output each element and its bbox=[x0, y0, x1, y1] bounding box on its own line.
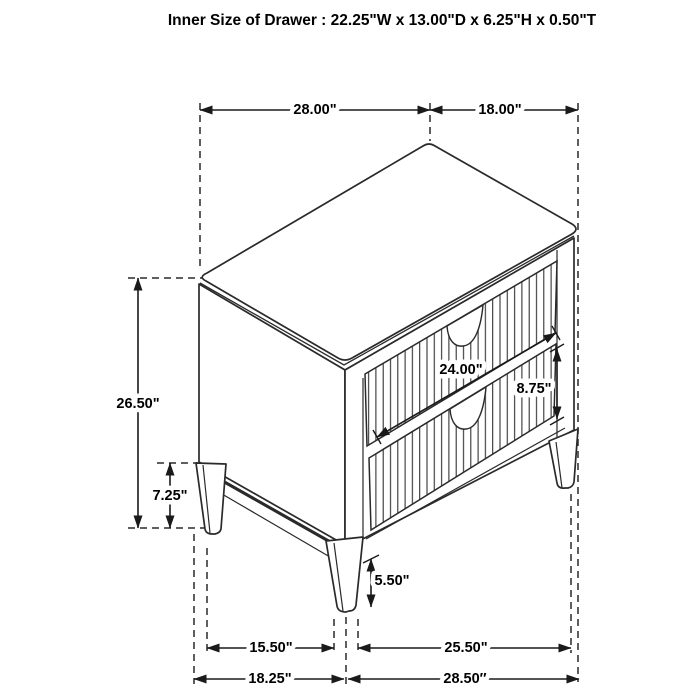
dim-label-side-leg-clearance: 7.25" bbox=[152, 488, 188, 504]
dim-base-inner-width bbox=[358, 640, 571, 656]
dim-label-base-depth: 18.25" bbox=[248, 671, 292, 687]
dim-base-inner-depth bbox=[207, 640, 334, 656]
dim-top-width bbox=[200, 102, 430, 118]
back-left-leg bbox=[196, 463, 226, 534]
dim-label-base-inner-width: 25.50" bbox=[444, 640, 488, 656]
dim-side-leg-clearance bbox=[152, 463, 187, 528]
dim-label-base-inner-depth: 15.50" bbox=[249, 640, 293, 656]
dim-label-base-width: 28.50″ bbox=[443, 671, 487, 687]
dim-label-overall-height: 26.50" bbox=[116, 396, 160, 412]
dim-label-drawer-height: 8.75" bbox=[516, 381, 552, 397]
dim-front-leg-height bbox=[363, 555, 410, 607]
dim-label-top-width: 28.00" bbox=[293, 102, 337, 118]
dim-top-depth bbox=[430, 102, 578, 118]
nightstand-line-art bbox=[196, 144, 578, 612]
drawer-inner-size-title: Inner Size of Drawer : 22.25"W x 13.00"D x 6.25"H x 0.50"T bbox=[167, 12, 597, 29]
dim-base-width bbox=[348, 671, 579, 687]
dim-base-depth bbox=[194, 671, 344, 687]
dim-label-front-leg-height: 5.50" bbox=[374, 573, 410, 589]
dim-label-drawer-width: 24.00" bbox=[439, 362, 483, 378]
front-center-leg bbox=[326, 537, 363, 612]
dim-label-top-depth: 18.00" bbox=[478, 102, 522, 118]
